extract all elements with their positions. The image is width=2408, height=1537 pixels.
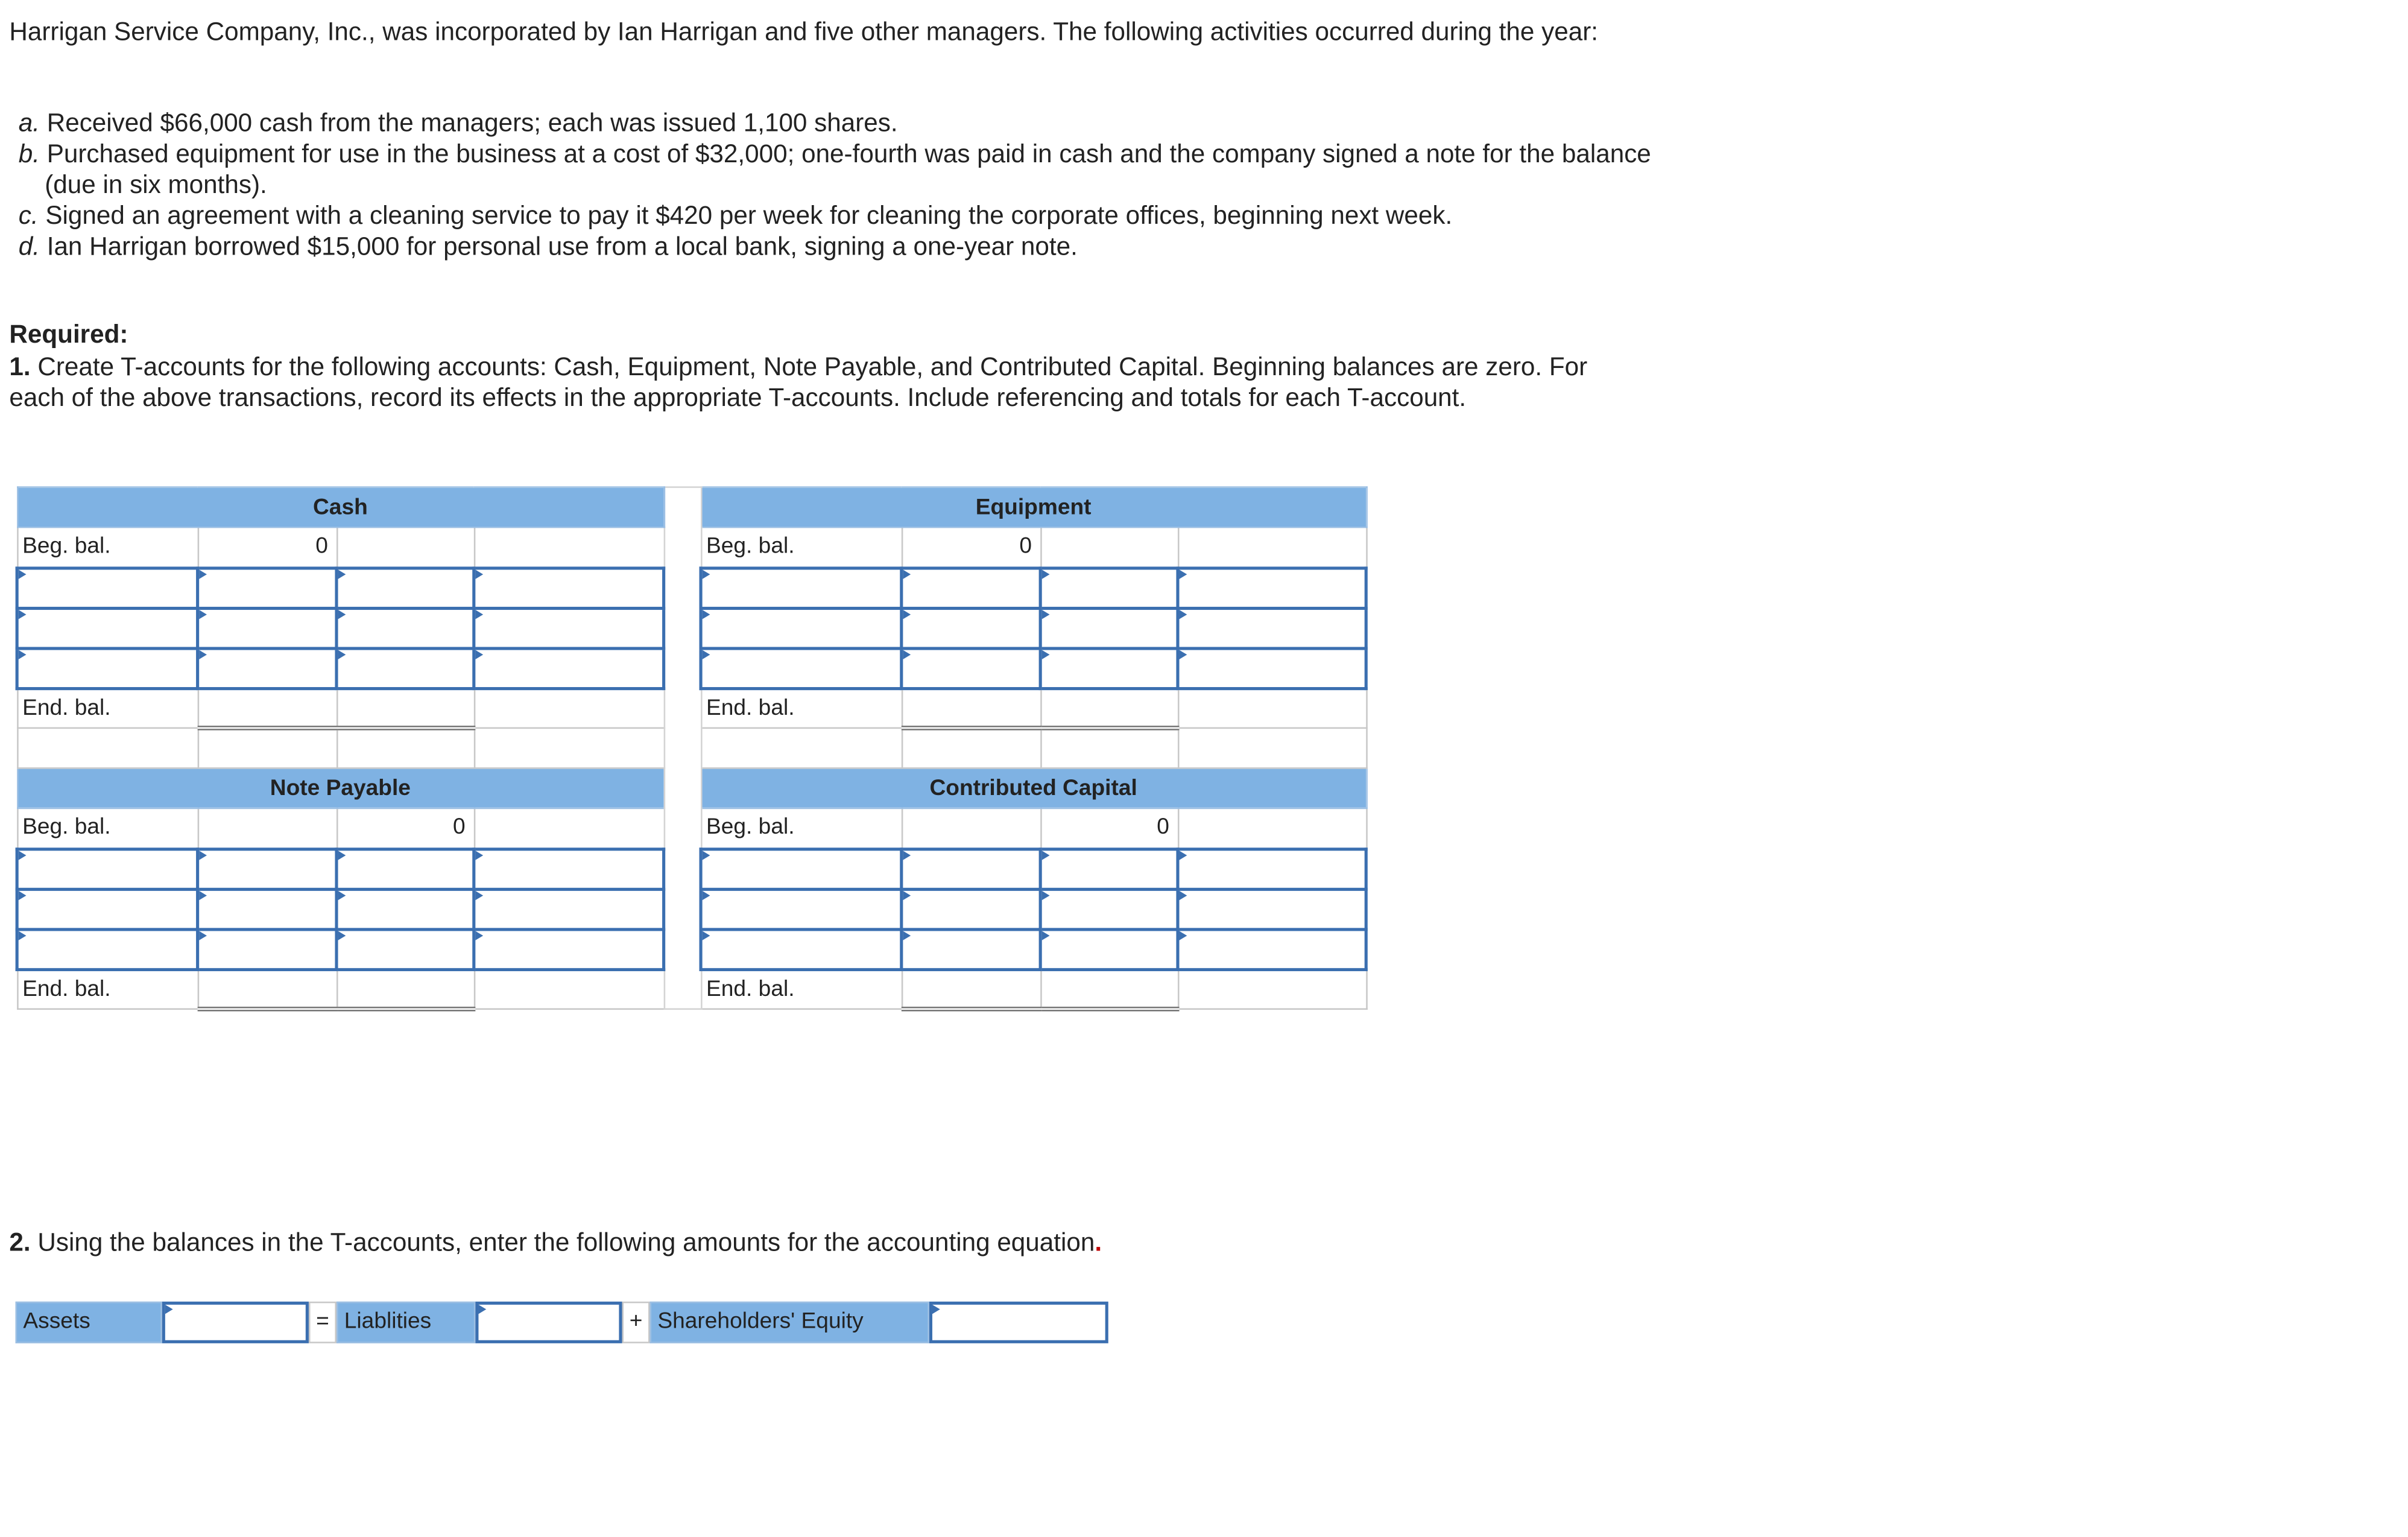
contributed-capital-entry-credit-3[interactable] xyxy=(1040,929,1178,969)
list-item xyxy=(19,139,1655,200)
equipment-end-label: End. bal. xyxy=(701,688,902,728)
note-payable-entry-ref-3[interactable] xyxy=(17,929,197,969)
requirement-1 xyxy=(9,352,1630,414)
contributed-capital-entry-credit-1[interactable] xyxy=(1040,849,1178,889)
note-payable-beg-label: Beg. bal. xyxy=(17,808,197,849)
transactions-list xyxy=(19,108,1655,262)
cash-entry-ref-1[interactable] xyxy=(17,568,197,608)
equipment-entry-ref-3[interactable] xyxy=(701,648,902,688)
note-payable-beg-ref xyxy=(474,808,664,849)
list-item xyxy=(19,232,1655,262)
note-payable-end-credit xyxy=(337,969,474,1009)
cash-account-title: Cash xyxy=(17,487,663,528)
column-divider xyxy=(664,487,701,1009)
note-payable-entry-debit-2[interactable] xyxy=(198,889,337,929)
note-payable-entry-ref-right-3[interactable] xyxy=(474,929,664,969)
equals-sign: = xyxy=(309,1302,337,1343)
contributed-capital-entry-debit-2[interactable] xyxy=(902,889,1040,929)
liabilities-input[interactable] xyxy=(475,1302,622,1343)
contributed-capital-beg-ref xyxy=(1178,808,1366,849)
spacer-cell xyxy=(198,728,337,768)
list-item xyxy=(19,108,1655,139)
accounting-equation xyxy=(16,1302,1108,1343)
spacer-cell xyxy=(701,728,902,768)
contributed-capital-entry-debit-1[interactable] xyxy=(902,849,1040,889)
cash-entry-ref-right-1[interactable] xyxy=(474,568,664,608)
cash-entry-ref-2[interactable] xyxy=(17,607,197,648)
transaction-text: Purchased equipment for use in the business at a cost of $32,000; one-fourth was paid in cash and the company signed a note for the balance (due in six months). xyxy=(45,140,1651,200)
contributed-capital-entry-ref-1[interactable] xyxy=(701,849,902,889)
cash-end-debit xyxy=(198,688,337,728)
cash-beg-value: 0 xyxy=(198,527,337,568)
transaction-letter: b. xyxy=(18,140,40,168)
note-payable-entry-credit-1[interactable] xyxy=(337,849,474,889)
cash-entry-debit-3[interactable] xyxy=(198,648,337,688)
equipment-entry-credit-1[interactable] xyxy=(1040,568,1178,608)
transaction-letter: c. xyxy=(18,202,39,230)
equipment-entry-ref-right-3[interactable] xyxy=(1178,648,1366,688)
cash-end-label: End. bal. xyxy=(17,688,197,728)
contributed-capital-entry-ref-right-1[interactable] xyxy=(1178,849,1366,889)
equipment-end-credit xyxy=(1040,688,1178,728)
equipment-beg-credit xyxy=(1040,527,1178,568)
requirement-number: 2. xyxy=(9,1229,31,1257)
note-payable-entry-debit-1[interactable] xyxy=(198,849,337,889)
contributed-capital-entry-ref-2[interactable] xyxy=(701,889,902,929)
spacer-cell xyxy=(1040,728,1178,768)
required-marker: . xyxy=(1095,1229,1102,1257)
note-payable-entry-credit-2[interactable] xyxy=(337,889,474,929)
requirement-number: 1. xyxy=(9,353,31,382)
cash-beg-label: Beg. bal. xyxy=(17,527,197,568)
cash-beg-credit xyxy=(337,527,474,568)
contributed-capital-end-debit xyxy=(902,969,1040,1009)
list-item xyxy=(19,201,1655,232)
equity-input[interactable] xyxy=(929,1302,1108,1343)
t-accounts-grid xyxy=(16,486,1368,1011)
cash-entry-debit-1[interactable] xyxy=(198,568,337,608)
spacer-cell xyxy=(337,728,474,768)
contributed-capital-entry-debit-3[interactable] xyxy=(902,929,1040,969)
note-payable-entry-ref-right-2[interactable] xyxy=(474,889,664,929)
cash-end-ref xyxy=(474,688,664,728)
contributed-capital-beg-label: Beg. bal. xyxy=(701,808,902,849)
equipment-account-title: Equipment xyxy=(701,487,1366,528)
equipment-end-ref xyxy=(1178,688,1366,728)
spacer-cell xyxy=(1178,728,1366,768)
cash-beg-ref xyxy=(474,527,664,568)
equipment-entry-ref-2[interactable] xyxy=(701,607,902,648)
note-payable-beg-value: 0 xyxy=(337,808,474,849)
requirement-2 xyxy=(9,1228,1102,1258)
transaction-text: Received $66,000 cash from the managers; each was issued 1,100 shares. xyxy=(46,109,898,138)
spacer-cell xyxy=(902,728,1040,768)
problem-intro: Harrigan Service Company, Inc., was incorporated by Ian Harrigan and five other managers. The following activities occurred during the year: xyxy=(9,18,1599,46)
equipment-entry-debit-2[interactable] xyxy=(902,607,1040,648)
contributed-capital-account-title: Contributed Capital xyxy=(701,768,1366,808)
contributed-capital-end-label: End. bal. xyxy=(701,969,902,1009)
liabilities-label: Liablities xyxy=(337,1302,475,1343)
requirement-text: Using the balances in the T-accounts, enter the following amounts for the accounting equation xyxy=(37,1229,1095,1257)
equipment-beg-label: Beg. bal. xyxy=(701,527,902,568)
note-payable-entry-ref-right-1[interactable] xyxy=(474,849,664,889)
cash-entry-credit-2[interactable] xyxy=(337,607,474,648)
equipment-entry-debit-3[interactable] xyxy=(902,648,1040,688)
note-payable-entry-credit-3[interactable] xyxy=(337,929,474,969)
required-title: Required: xyxy=(9,321,128,349)
assets-label: Assets xyxy=(16,1302,162,1343)
equipment-entry-ref-right-1[interactable] xyxy=(1178,568,1366,608)
note-payable-end-debit xyxy=(198,969,337,1009)
contributed-capital-end-ref xyxy=(1178,969,1366,1009)
transaction-text: Signed an agreement with a cleaning service to pay it $420 per week for cleaning the corporate offices, beginning next week. xyxy=(45,202,1453,230)
cash-entry-debit-2[interactable] xyxy=(198,607,337,648)
cash-entry-ref-right-3[interactable] xyxy=(474,648,664,688)
contributed-capital-entry-ref-right-3[interactable] xyxy=(1178,929,1366,969)
equity-label: Shareholders' Equity xyxy=(650,1302,929,1343)
equipment-entry-credit-2[interactable] xyxy=(1040,607,1178,648)
plus-sign: + xyxy=(622,1302,650,1343)
contributed-capital-entry-ref-right-2[interactable] xyxy=(1178,889,1366,929)
note-payable-entry-ref-1[interactable] xyxy=(17,849,197,889)
contributed-capital-entry-credit-2[interactable] xyxy=(1040,889,1178,929)
equipment-beg-ref xyxy=(1178,527,1366,568)
cash-entry-credit-3[interactable] xyxy=(337,648,474,688)
note-payable-end-label: End. bal. xyxy=(17,969,197,1009)
cash-entry-ref-3[interactable] xyxy=(17,648,197,688)
equipment-end-debit xyxy=(902,688,1040,728)
spacer-cell xyxy=(474,728,664,768)
note-payable-beg-debit xyxy=(198,808,337,849)
equipment-beg-value: 0 xyxy=(902,527,1040,568)
note-payable-end-ref xyxy=(474,969,664,1009)
equipment-entry-ref-right-2[interactable] xyxy=(1178,607,1366,648)
equipment-entry-credit-3[interactable] xyxy=(1040,648,1178,688)
note-payable-entry-ref-2[interactable] xyxy=(17,889,197,929)
note-payable-account-title: Note Payable xyxy=(17,768,663,808)
contributed-capital-beg-value: 0 xyxy=(1040,808,1178,849)
cash-entry-ref-right-2[interactable] xyxy=(474,607,664,648)
transaction-letter: a. xyxy=(18,109,40,138)
requirement-text: Create T-accounts for the following accounts: Cash, Equipment, Note Payable, and Contributed Capital. Beginning balances are zero. For each of the above transactions, record its effects in the appropriate T-accounts. Include referencing and totals for each T-account. xyxy=(9,353,1588,413)
spacer-cell xyxy=(17,728,197,768)
cash-end-credit xyxy=(337,688,474,728)
assets-input[interactable] xyxy=(162,1302,309,1343)
contributed-capital-end-credit xyxy=(1040,969,1178,1009)
cash-entry-credit-1[interactable] xyxy=(337,568,474,608)
equipment-entry-ref-1[interactable] xyxy=(701,568,902,608)
transaction-letter: d. xyxy=(18,233,40,261)
contributed-capital-entry-ref-3[interactable] xyxy=(701,929,902,969)
equipment-entry-debit-1[interactable] xyxy=(902,568,1040,608)
contributed-capital-beg-debit xyxy=(902,808,1040,849)
transaction-text: Ian Harrigan borrowed $15,000 for personal use from a local bank, signing a one-year note. xyxy=(46,233,1078,261)
note-payable-entry-debit-3[interactable] xyxy=(198,929,337,969)
